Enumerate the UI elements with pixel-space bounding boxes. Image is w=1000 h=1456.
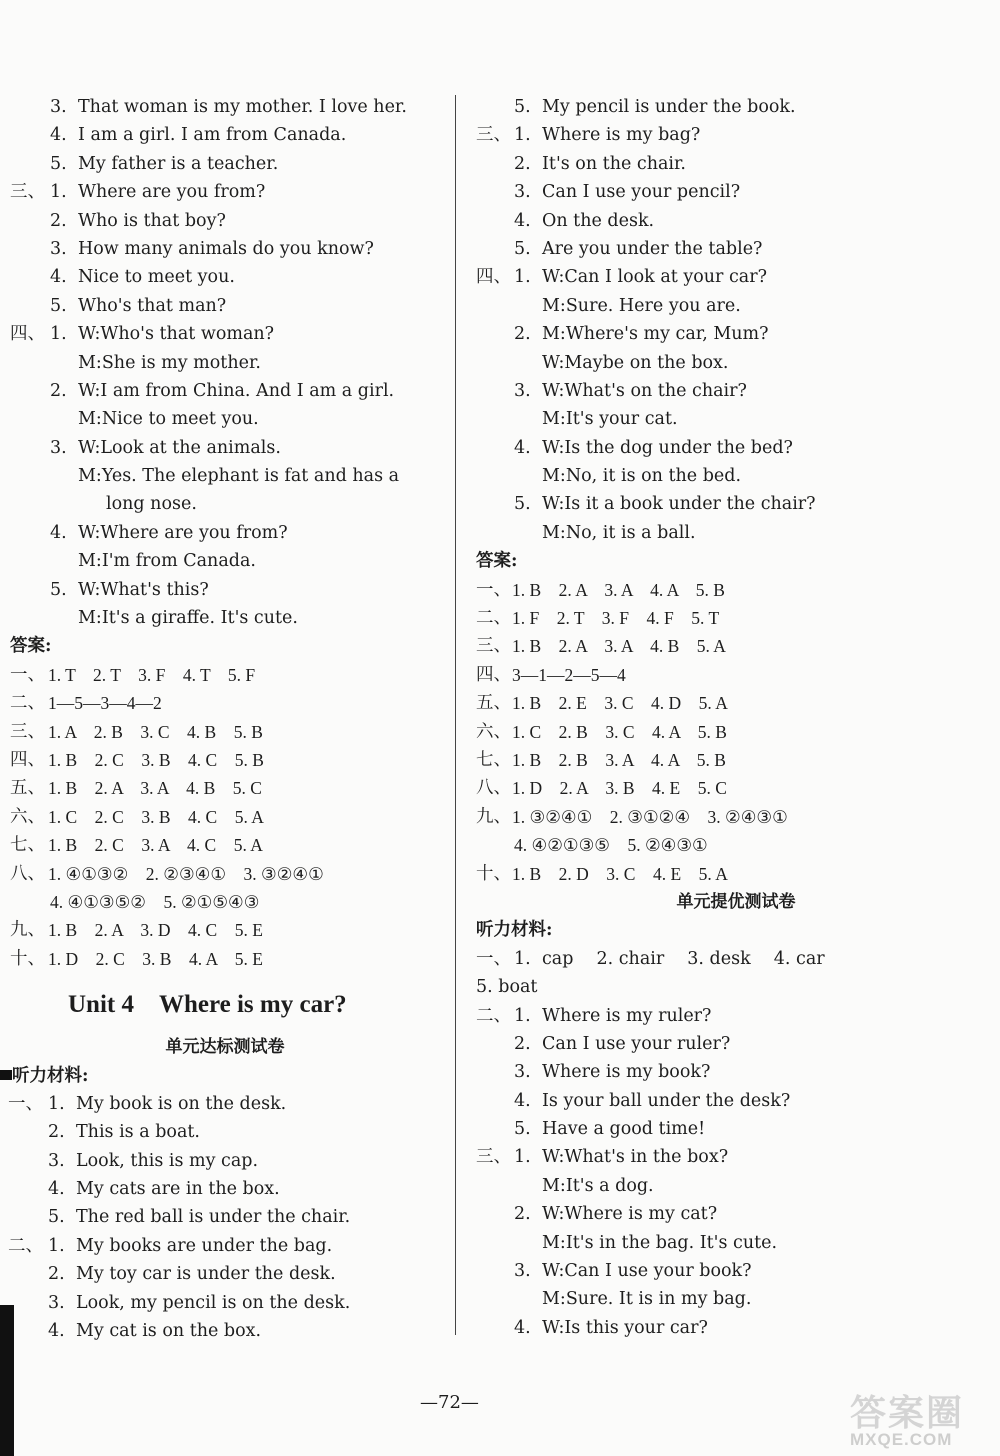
item-text: Look, my pencil is on the desk. xyxy=(76,1292,351,1313)
item-text: W:What's in the box? xyxy=(542,1147,729,1168)
item-text: Nice to meet you. xyxy=(78,267,235,288)
answer-line xyxy=(0,661,450,689)
section-number: 一、 xyxy=(476,579,511,600)
left-column xyxy=(0,93,450,1345)
item-number: 3. xyxy=(50,97,67,117)
answer-line xyxy=(472,803,1000,831)
answer-text: 1. B 2. A 3. D 4. C 5. E xyxy=(48,920,263,941)
item-number: 5. xyxy=(48,1207,65,1228)
item-number: 2. xyxy=(514,153,531,174)
text-line xyxy=(0,1147,450,1175)
answer-text: 1. B 2. A 3. A 4. B 5. C xyxy=(48,778,262,799)
answer-text: 1. T 2. T 3. F 4. T 5. F xyxy=(48,664,256,685)
item-text: W:What's this? xyxy=(78,579,209,600)
section-number: 四、 xyxy=(476,267,511,288)
item-number: 5. xyxy=(514,494,531,515)
item-number: 1. xyxy=(50,182,67,203)
text-line xyxy=(0,462,450,490)
text-line xyxy=(472,93,1000,121)
text-line xyxy=(0,1317,450,1345)
item-text: My toy car is under the desk. xyxy=(76,1264,336,1285)
text-line xyxy=(472,320,1000,348)
item-text: W:Is it a book under the chair? xyxy=(542,494,816,515)
item-text: M:It's a dog. xyxy=(542,1175,654,1196)
text-line xyxy=(472,1200,1000,1228)
text-line xyxy=(472,207,1000,235)
item-text: M:Nice to meet you. xyxy=(78,409,259,430)
section-number: 十、 xyxy=(476,863,511,884)
answer-text: 1. ③②④① 2. ③①②④ 3. ②④③① xyxy=(512,806,788,827)
text-line xyxy=(0,121,450,149)
item-text: W:Is this your car? xyxy=(542,1317,708,1338)
answer-text: 1. B 2. C 3. A 4. C 5. A xyxy=(48,835,263,856)
section-number: 八、 xyxy=(476,778,511,799)
text-line xyxy=(472,1115,1000,1143)
answers-label: 答案: xyxy=(10,636,52,657)
item-text: W:Maybe on the box. xyxy=(542,352,729,373)
item-text: That woman is my mother. I love her. xyxy=(78,97,407,117)
section-number: 四、 xyxy=(10,324,45,345)
item-number: 2. xyxy=(514,324,531,345)
item-number: 3. xyxy=(50,238,67,259)
section-number: 一、 xyxy=(10,664,45,685)
item-text: M:Where's my car, Mum? xyxy=(542,324,769,345)
item-number: 3. xyxy=(50,437,67,458)
text-line xyxy=(472,490,1000,518)
text-line xyxy=(472,1257,1000,1285)
item-text: M:It's a giraffe. It's cute. xyxy=(78,608,298,629)
item-text: W:I am from China. And I am a girl. xyxy=(78,380,395,401)
section-number: 三、 xyxy=(10,721,45,742)
text-line xyxy=(0,1232,450,1260)
item-text: How many animals do you know? xyxy=(78,238,374,259)
item-text: Can I use your pencil? xyxy=(542,182,741,203)
answer-line xyxy=(0,746,450,774)
answer-text: 1. D 2. A 3. B 4. E 5. C xyxy=(512,778,727,799)
answer-line xyxy=(472,774,1000,802)
item-text: My books are under the bag. xyxy=(76,1235,333,1256)
item-text: W:Who's that woman? xyxy=(78,324,275,345)
answer-line xyxy=(0,831,450,859)
answer-line xyxy=(0,774,450,802)
text-line xyxy=(0,1203,450,1231)
item-text: Where is my ruler? xyxy=(542,1005,712,1026)
answer-line xyxy=(0,803,450,831)
section-number: 九、 xyxy=(476,806,511,827)
text-line xyxy=(472,1172,1000,1200)
text-line xyxy=(472,1030,1000,1058)
item-number: 1. xyxy=(514,1005,531,1026)
text-line xyxy=(0,320,450,348)
text-line xyxy=(472,150,1000,178)
item-number: 5. xyxy=(514,97,531,117)
text-line xyxy=(472,1087,1000,1115)
listening-label: 听力材料: xyxy=(476,920,553,941)
item-number: 3. xyxy=(514,380,531,401)
unit-title: Unit 4 Where is my car? xyxy=(68,991,347,1018)
right-column xyxy=(472,93,1000,1342)
section-number: 四、 xyxy=(10,749,45,770)
text-line xyxy=(472,405,1000,433)
section-number: 七、 xyxy=(10,835,45,856)
item-text: Can I use your ruler? xyxy=(542,1033,731,1054)
section-number: 二、 xyxy=(10,693,45,714)
text-line xyxy=(0,519,450,547)
item-text: Where is my bag? xyxy=(542,125,701,146)
item-number: 1. xyxy=(50,324,67,345)
text-line xyxy=(472,292,1000,320)
item-number: 4. xyxy=(50,522,67,543)
section-number: 三、 xyxy=(10,182,45,203)
answer-text: 1. B 2. D 3. C 4. E 5. A xyxy=(512,863,728,884)
text-line xyxy=(472,121,1000,149)
item-number: 5. xyxy=(50,579,67,600)
section-number: 九、 xyxy=(10,920,45,941)
section-title: 单元提优测试卷 xyxy=(676,891,796,912)
watermark-logo: 答案圈 xyxy=(850,1392,965,1433)
answer-line xyxy=(472,860,1000,888)
item-number: 4. xyxy=(514,1317,531,1338)
section-number: 一、 xyxy=(476,948,511,969)
text-line xyxy=(0,1260,450,1288)
section-title: 单元达标测试卷 xyxy=(165,1037,285,1058)
item-text: cap 2. chair 3. desk 4. car xyxy=(542,948,825,969)
text-line xyxy=(472,1314,1000,1342)
item-text: W:Where is my cat? xyxy=(542,1204,718,1225)
item-number: 5. xyxy=(514,1119,531,1140)
answer-line xyxy=(472,661,1000,689)
item-number: 3. xyxy=(514,1062,531,1083)
text-line xyxy=(472,462,1000,490)
answer-line xyxy=(472,718,1000,746)
column-divider xyxy=(455,95,456,1335)
text-line xyxy=(472,349,1000,377)
text-line xyxy=(472,178,1000,206)
item-number: 2. xyxy=(514,1204,531,1225)
item-text: My book is on the desk. xyxy=(76,1093,287,1114)
answer-text: 1. C 2. B 3. C 4. A 5. B xyxy=(512,721,727,742)
item-text: Are you under the table? xyxy=(542,238,763,259)
scan-edge-strip xyxy=(0,1305,14,1456)
item-number: 1. xyxy=(48,1093,65,1114)
item-number: 1. xyxy=(514,125,531,146)
section-number: 二、 xyxy=(8,1235,43,1256)
text-line xyxy=(0,547,450,575)
item-text: My father is a teacher. xyxy=(78,153,279,174)
item-text: My cats are in the box. xyxy=(76,1179,280,1200)
section-number: 五、 xyxy=(10,778,45,799)
item-text: Is your ball under the desk? xyxy=(542,1090,791,1111)
item-number: 3. xyxy=(514,1261,531,1282)
text-line xyxy=(0,263,450,291)
text-line xyxy=(0,576,450,604)
item-text: Who's that man? xyxy=(78,295,227,316)
item-text: W:What's on the chair? xyxy=(542,380,747,401)
item-number: 1. xyxy=(48,1235,65,1256)
item-number: 4. xyxy=(50,125,67,146)
item-number: 1. xyxy=(514,948,531,969)
text-line xyxy=(0,292,450,320)
item-text: M:It's your cat. xyxy=(542,409,678,430)
item-number: 3. xyxy=(48,1150,65,1171)
text-line xyxy=(0,434,450,462)
item-number: 3. xyxy=(514,182,531,203)
section-number: 二、 xyxy=(476,608,511,629)
section-number: 十、 xyxy=(10,948,45,969)
item-text: I am a girl. I am from Canada. xyxy=(78,125,347,146)
answer-line xyxy=(472,831,1000,859)
section-number: 六、 xyxy=(10,806,45,827)
item-number: 5. xyxy=(50,295,67,316)
item-text: Have a good time! xyxy=(542,1119,706,1140)
section-number: 三、 xyxy=(476,125,511,146)
answer-line xyxy=(472,746,1000,774)
text-line xyxy=(0,377,450,405)
text-line xyxy=(0,490,450,518)
item-text: It's on the chair. xyxy=(542,153,686,174)
item-number: 2. xyxy=(48,1122,65,1143)
answer-text: 3—1—2—5—4 xyxy=(512,664,626,685)
watermark-url: MXQE.COM xyxy=(850,1430,953,1449)
answer-text: 1. B 2. A 3. A 4. B 5. A xyxy=(512,636,726,657)
item-number: 5. xyxy=(514,238,531,259)
item-text: On the desk. xyxy=(542,210,655,231)
item-text: W:Can I use your book? xyxy=(542,1261,752,1282)
section-number: 五、 xyxy=(476,693,511,714)
item-number: 2. xyxy=(50,380,67,401)
item-text: The red ball is under the chair. xyxy=(76,1207,351,1228)
item-text: M:It's in the bag. It's cute. xyxy=(542,1232,778,1253)
item-text: W:Look at the animals. xyxy=(78,437,281,458)
answer-text: 1. F 2. T 3. F 4. F 5. T xyxy=(512,608,720,629)
section-number: 二、 xyxy=(476,1005,511,1026)
item-number: 4. xyxy=(514,437,531,458)
text-line xyxy=(0,349,450,377)
item-text: M:Sure. It is in my bag. xyxy=(542,1289,752,1310)
answer-text: 4. ④①③⑤② 5. ②①⑤④③ xyxy=(50,891,260,912)
text-line xyxy=(472,434,1000,462)
item-number: 2. xyxy=(48,1264,65,1285)
item-number: 1. xyxy=(514,267,531,288)
item-text: Who is that boy? xyxy=(78,210,226,231)
item-text: M:I'm from Canada. xyxy=(78,551,256,572)
answer-line xyxy=(0,916,450,944)
item-number: 3. xyxy=(48,1292,65,1313)
item-text: This is a boat. xyxy=(76,1122,200,1143)
text-line xyxy=(0,178,450,206)
text-line xyxy=(472,1143,1000,1171)
answers-label: 答案: xyxy=(476,551,518,572)
item-text: W:Is the dog under the bed? xyxy=(542,437,793,458)
text-line xyxy=(0,1118,450,1146)
item-text: My cat is on the box. xyxy=(76,1321,262,1342)
answer-text: 1. D 2. C 3. B 4. A 5. E xyxy=(48,948,263,969)
answer-text: 1. B 2. E 3. C 4. D 5. A xyxy=(512,693,728,714)
answer-line xyxy=(472,576,1000,604)
answer-line xyxy=(0,718,450,746)
section-number: 三、 xyxy=(476,636,511,657)
section-number: 一、 xyxy=(8,1093,43,1114)
item-text: M:No, it is a ball. xyxy=(542,522,696,543)
item-number: 1. xyxy=(514,1147,531,1168)
answer-text: 1. B 2. C 3. B 4. C 5. B xyxy=(48,749,264,770)
text-line xyxy=(0,235,450,263)
answer-line xyxy=(472,604,1000,632)
answer-text: 1. A 2. B 3. C 4. B 5. B xyxy=(48,721,263,742)
section-number: 四、 xyxy=(476,664,511,685)
text-line xyxy=(472,377,1000,405)
text-line xyxy=(0,1175,450,1203)
item-text: long nose. xyxy=(106,494,197,515)
answer-text: 1—5—3—4—2 xyxy=(48,693,162,714)
item-text: Where are you from? xyxy=(78,182,266,203)
item-number: 4. xyxy=(48,1321,65,1342)
answer-line xyxy=(0,860,450,888)
item-number: 2. xyxy=(514,1033,531,1054)
text-line xyxy=(472,1285,1000,1313)
text-line xyxy=(472,1229,1000,1257)
item-number: 4. xyxy=(514,210,531,231)
section-number: 七、 xyxy=(476,749,511,770)
answer-line xyxy=(0,945,450,973)
item-number: 2. xyxy=(50,210,67,231)
item-text: 5. boat xyxy=(476,977,538,998)
text-line xyxy=(472,945,1000,973)
page-number: —72— xyxy=(420,1392,479,1413)
text-line xyxy=(0,1289,450,1317)
item-number: 4. xyxy=(514,1090,531,1111)
answer-text: 1. B 2. B 3. A 4. A 5. B xyxy=(512,749,726,770)
text-line xyxy=(472,263,1000,291)
answer-text: 4. ④②①③⑤ 5. ②④③① xyxy=(514,835,708,856)
text-line xyxy=(0,604,450,632)
answer-line xyxy=(472,689,1000,717)
item-text: Where is my book? xyxy=(542,1062,711,1083)
text-line xyxy=(0,207,450,235)
item-text: M:Yes. The elephant is fat and has a xyxy=(78,466,400,487)
text-line xyxy=(0,1090,450,1118)
item-text: Look, this is my cap. xyxy=(76,1150,259,1171)
item-number: 5. xyxy=(50,153,67,174)
item-text: M:She is my mother. xyxy=(78,352,261,373)
item-number: 4. xyxy=(50,267,67,288)
text-line xyxy=(0,405,450,433)
answer-text: 1. C 2. C 3. B 4. C 5. A xyxy=(48,806,264,827)
text-line xyxy=(472,235,1000,263)
answer-line xyxy=(0,888,450,916)
item-text: M:No, it is on the bed. xyxy=(542,466,742,487)
watermark xyxy=(850,1385,990,1453)
text-line xyxy=(472,1058,1000,1086)
item-text: M:Sure. Here you are. xyxy=(542,295,741,316)
answer-text: 1. B 2. A 3. A 4. A 5. B xyxy=(512,579,725,600)
item-text: W:Can I look at your car? xyxy=(542,267,767,288)
text-line xyxy=(0,150,450,178)
item-text: My pencil is under the book. xyxy=(542,97,796,117)
answer-line xyxy=(472,632,1000,660)
scan-mark xyxy=(0,1070,12,1080)
item-text: W:Where are you from? xyxy=(78,522,288,543)
section-number: 六、 xyxy=(476,721,511,742)
answer-line xyxy=(0,689,450,717)
item-number: 4. xyxy=(48,1179,65,1200)
text-line xyxy=(472,1002,1000,1030)
text-line xyxy=(472,973,1000,1001)
section-number: 三、 xyxy=(476,1147,511,1168)
section-number: 八、 xyxy=(10,863,45,884)
text-line xyxy=(472,519,1000,547)
answer-text: 1. ④①③② 2. ②③④① 3. ③②④① xyxy=(48,863,324,884)
listening-label: 听力材料: xyxy=(12,1065,89,1086)
text-line xyxy=(0,93,450,121)
